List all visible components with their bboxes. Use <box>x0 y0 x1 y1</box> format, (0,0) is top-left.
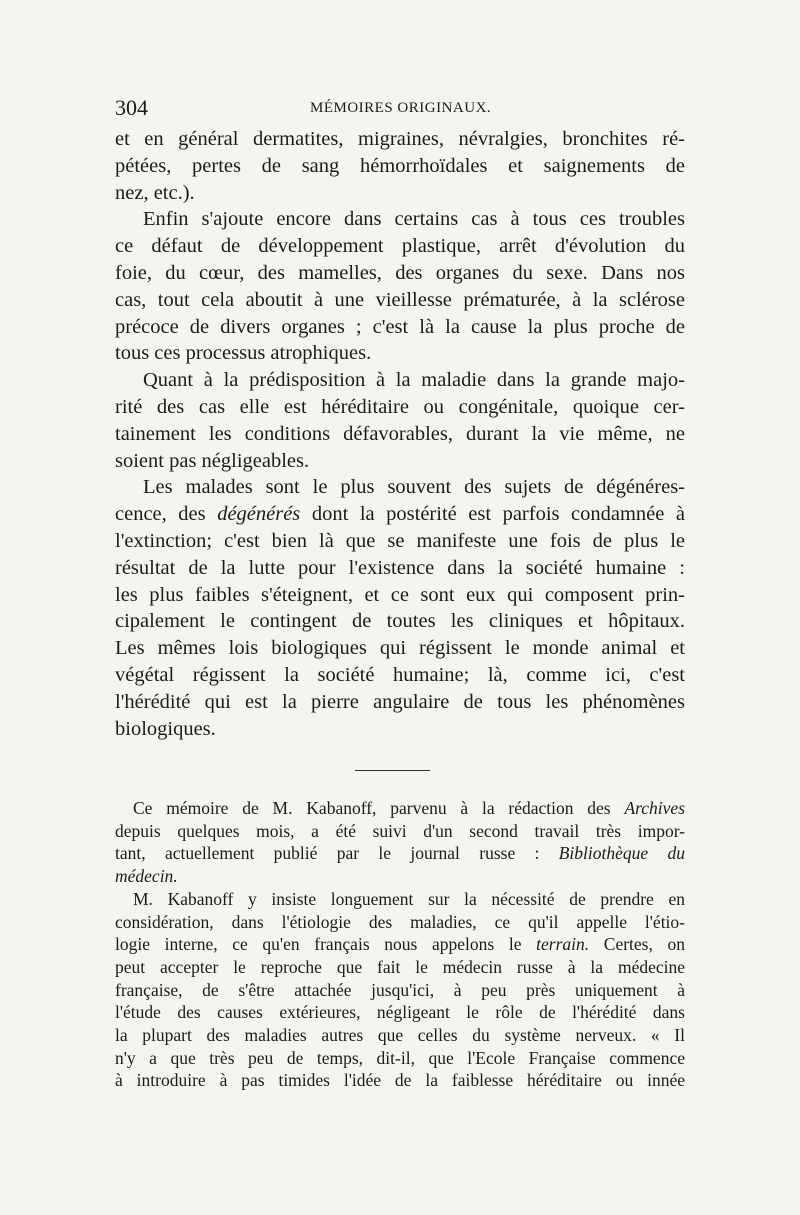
text-line: tainement les conditions défavorables, durant la vie même, ne <box>115 422 685 445</box>
page-header <box>115 95 685 125</box>
text-line: rité des cas elle est héréditaire ou congénitale, quoique cer- <box>115 395 685 418</box>
text-line-mixed <box>115 501 685 528</box>
text-line: cas, tout cela aboutit à une vieillesse prématurée, à la sclérose <box>115 288 685 311</box>
text-fragment: dont la postérité est parfois condamnée à <box>311 503 686 526</box>
text-line: Les malades sont le plus souvent des sujets de dégénéres- <box>143 476 685 499</box>
text-line: Quant à la prédisposition à la maladie dans la grande majo- <box>143 369 685 392</box>
note-line: M. Kabanoff y insiste longuement sur la nécessité de prendre en <box>133 888 685 909</box>
running-head: MÉMOIRES ORIGINAUX. <box>310 100 492 116</box>
text-line: Les mêmes lois biologiques qui régissent le monde animal et <box>115 637 685 660</box>
text-line: pétées, pertes de sang hémorrhoïdales et saignements de <box>115 154 685 177</box>
note-line-italic <box>115 865 685 888</box>
text-fragment: Ce mémoire de M. Kabanoff, parvenu à la rédaction des <box>133 798 611 818</box>
note-line: depuis quelques mois, a été suivi d'un second travail très impor- <box>115 820 685 841</box>
text-fragment: logie interne, ce qu'en français nous appelons le <box>115 934 522 955</box>
text-line: Enfin s'ajoute encore dans certains cas à tous ces troubles <box>143 208 685 231</box>
note-line: française, de s'être attachée jusqu'ici, à peu près uniquement à <box>115 979 685 1000</box>
note-line: à introduire à pas timides l'idée de la faiblesse héréditaire ou innée <box>115 1070 685 1091</box>
italic-term: Bibliothèque du <box>558 843 685 864</box>
text-line: résultat de la lutte pour l'existence dans la société humaine : <box>115 556 685 579</box>
text-fragment: cence, des <box>115 503 206 526</box>
text-line: ce défaut de développement plastique, arrêt d'évolution du <box>115 235 685 258</box>
note-line: la plupart des maladies autres que celles du système nerveux. « Il <box>115 1025 685 1046</box>
text-line: les plus faibles s'éteignent, et ce sont eux qui composent prin- <box>115 583 685 606</box>
text-line: l'extinction; c'est bien là que se manifeste une fois de plus le <box>115 529 685 552</box>
note-line-mixed <box>115 797 685 820</box>
text-line: précoce de divers organes ; c'est là la cause la plus proche de <box>115 315 685 338</box>
text-line: et en général dermatites, migraines, névralgies, bronchites ré- <box>115 128 685 150</box>
note-line-mixed <box>115 933 685 956</box>
text-line: foie, du cœur, des mamelles, des organes du sexe. Dans nos <box>115 261 685 284</box>
italic-term: Archives <box>624 798 686 818</box>
text-line: l'hérédité qui est la pierre angulaire de tous les phénomènes <box>115 690 685 713</box>
note-line-mixed <box>115 842 685 865</box>
text-line: tous ces processus atrophiques. <box>115 342 372 365</box>
main-text-block <box>115 126 685 742</box>
text-line: cipalement le contingent de toutes les cliniques et hôpitaux. <box>115 610 685 633</box>
page-number: 304 <box>115 95 148 120</box>
italic-term: médecin. <box>115 866 178 887</box>
note-line: peut accepter le reproche que fait le médecin russe à la médecine <box>115 956 685 977</box>
italic-term: dégénérés <box>217 503 301 526</box>
text-line: nez, etc.). <box>115 181 195 204</box>
note-line: n'y a que très peu de temps, dit-il, que l'Ecole Française commence <box>115 1047 685 1068</box>
text-fragment: Certes, on <box>603 934 686 955</box>
text-line: biologiques. <box>115 717 216 740</box>
text-line: végétal régissent la société humaine; là, comme ici, c'est <box>115 663 685 686</box>
italic-term: terrain. <box>536 934 590 955</box>
note-line: considération, dans l'étiologie des maladies, ce qu'il appelle l'étio- <box>115 911 685 932</box>
note-line: l'étude des causes extérieures, négligeant le rôle de l'hérédité dans <box>115 1002 685 1023</box>
text-fragment: tant, actuellement publié par le journal russe : <box>115 843 540 864</box>
text-line: soient pas négligeables. <box>115 449 310 472</box>
section-separator <box>355 770 430 771</box>
editor-note-block <box>115 797 685 1092</box>
